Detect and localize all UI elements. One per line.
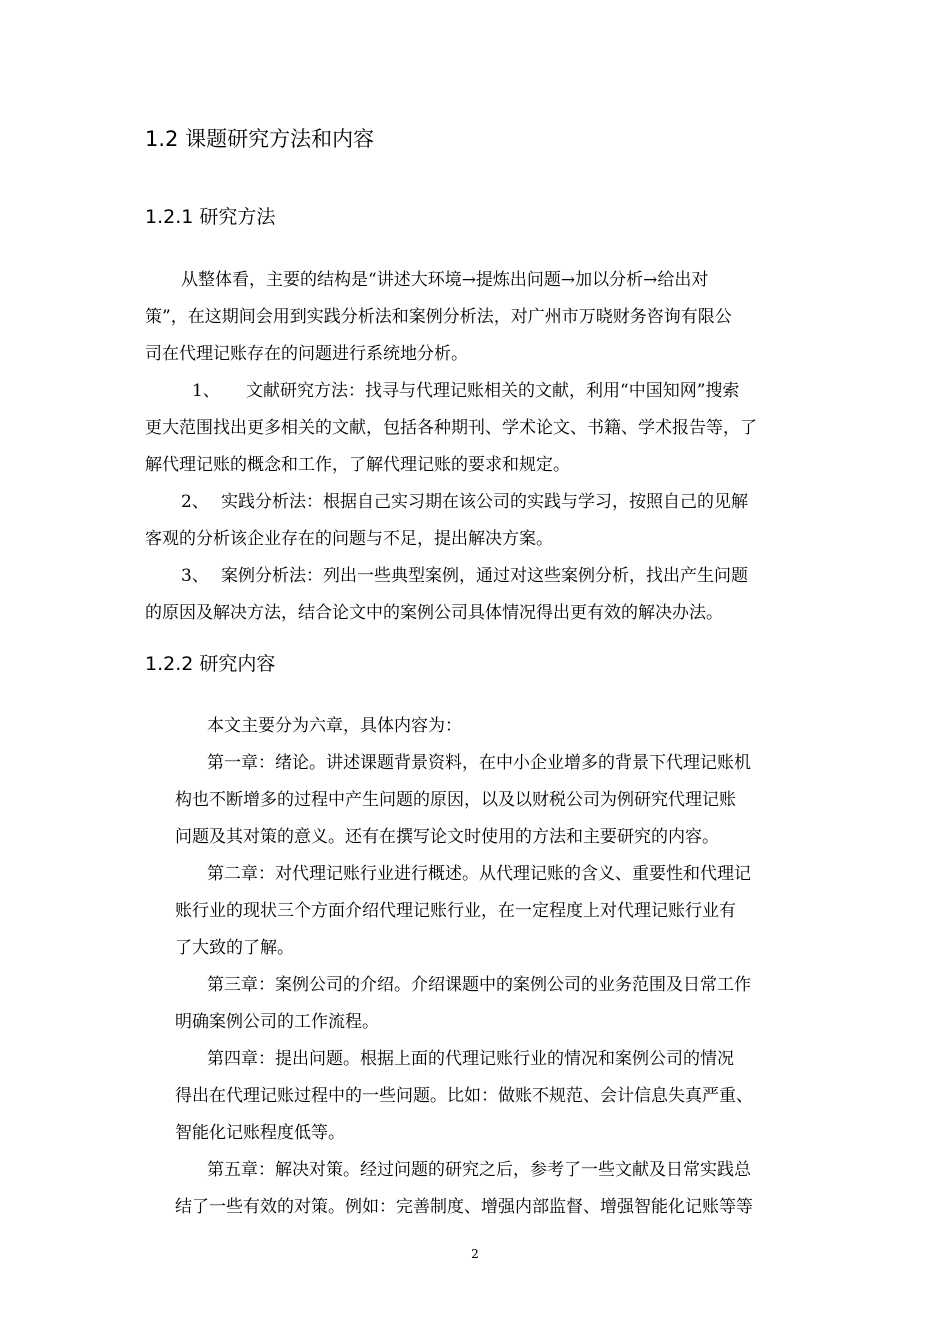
chapter-line: 结了一些有效的对策。例如：完善制度、增强内部监督、增强智能化记账等等 — [175, 1197, 753, 1217]
chapter-line: 第四章：提出问题。根据上面的代理记账行业的情况和案例公司的情况 — [207, 1049, 734, 1069]
paragraph-line: 从整体看，主要的结构是“讲述大环境→提炼出问题→加以分析→给出对 — [181, 270, 709, 290]
chapter-line: 账行业的现状三个方面介绍代理记账行业，在一定程度上对代理记账行业有 — [175, 901, 736, 921]
paragraph-line: 策”，在这期间会用到实践分析法和案例分析法，对广州市万晓财务咨询有限公 — [145, 307, 732, 327]
list-item-line: 案例分析法：列出一些典型案例，通过对这些案例分析，找出产生问题 — [221, 566, 748, 586]
list-item-line: 解代理记账的概念和工作，了解代理记账的要求和规定。 — [145, 455, 570, 475]
list-item-number: 2、 — [181, 492, 209, 512]
paragraph-line: 本文主要分为六章，具体内容为： — [207, 716, 462, 736]
list-item-number: 3、 — [181, 566, 209, 586]
subsection-heading-1-2-1: 1.2.1 研究方法 — [145, 206, 276, 228]
chapter-line: 第五章：解决对策。经过问题的研究之后，参考了一些文献及日常实践总 — [207, 1160, 751, 1180]
list-item-line: 更大范围找出更多相关的文献，包括各种期刊、学术论文、书籍、学术报告等，了 — [145, 418, 757, 438]
chapter-line: 第一章：绪论。讲述课题背景资料，在中小企业增多的背景下代理记账机 — [207, 753, 751, 773]
chapter-line: 问题及其对策的意义。还有在撰写论文时使用的方法和主要研究的内容。 — [175, 827, 719, 847]
list-item-line: 的原因及解决方法，结合论文中的案例公司具体情况得出更有效的解决办法。 — [145, 603, 723, 623]
page-number: 2 — [471, 1247, 479, 1261]
chapter-line: 得出在代理记账过程中的一些问题。比如：做账不规范、会计信息失真严重、 — [175, 1086, 753, 1106]
paragraph-line: 司在代理记账存在的问题进行系统地分析。 — [145, 344, 468, 364]
subsection-heading-1-2-2: 1.2.2 研究内容 — [145, 653, 276, 675]
chapter-line: 明确案例公司的工作流程。 — [175, 1012, 379, 1032]
list-item-number: 1、 — [192, 381, 220, 401]
chapter-line: 智能化记账程度低等。 — [175, 1123, 345, 1143]
list-item-line: 实践分析法：根据自己实习期在该公司的实践与学习，按照自己的见解 — [221, 492, 748, 512]
list-item-line: 客观的分析该企业存在的问题与不足，提出解决方案。 — [145, 529, 553, 549]
chapter-line: 第二章：对代理记账行业进行概述。从代理记账的含义、重要性和代理记 — [207, 864, 751, 884]
section-heading-1-2: 1.2 课题研究方法和内容 — [145, 127, 375, 151]
list-item-line: 文献研究方法：找寻与代理记账相关的文献，利用“中国知网”搜索 — [246, 381, 740, 401]
chapter-line: 构也不断增多的过程中产生问题的原因，以及以财税公司为例研究代理记账 — [175, 790, 736, 810]
chapter-line: 第三章：案例公司的介绍。介绍课题中的案例公司的业务范围及日常工作 — [207, 975, 751, 995]
chapter-line: 了大致的了解。 — [175, 938, 294, 958]
